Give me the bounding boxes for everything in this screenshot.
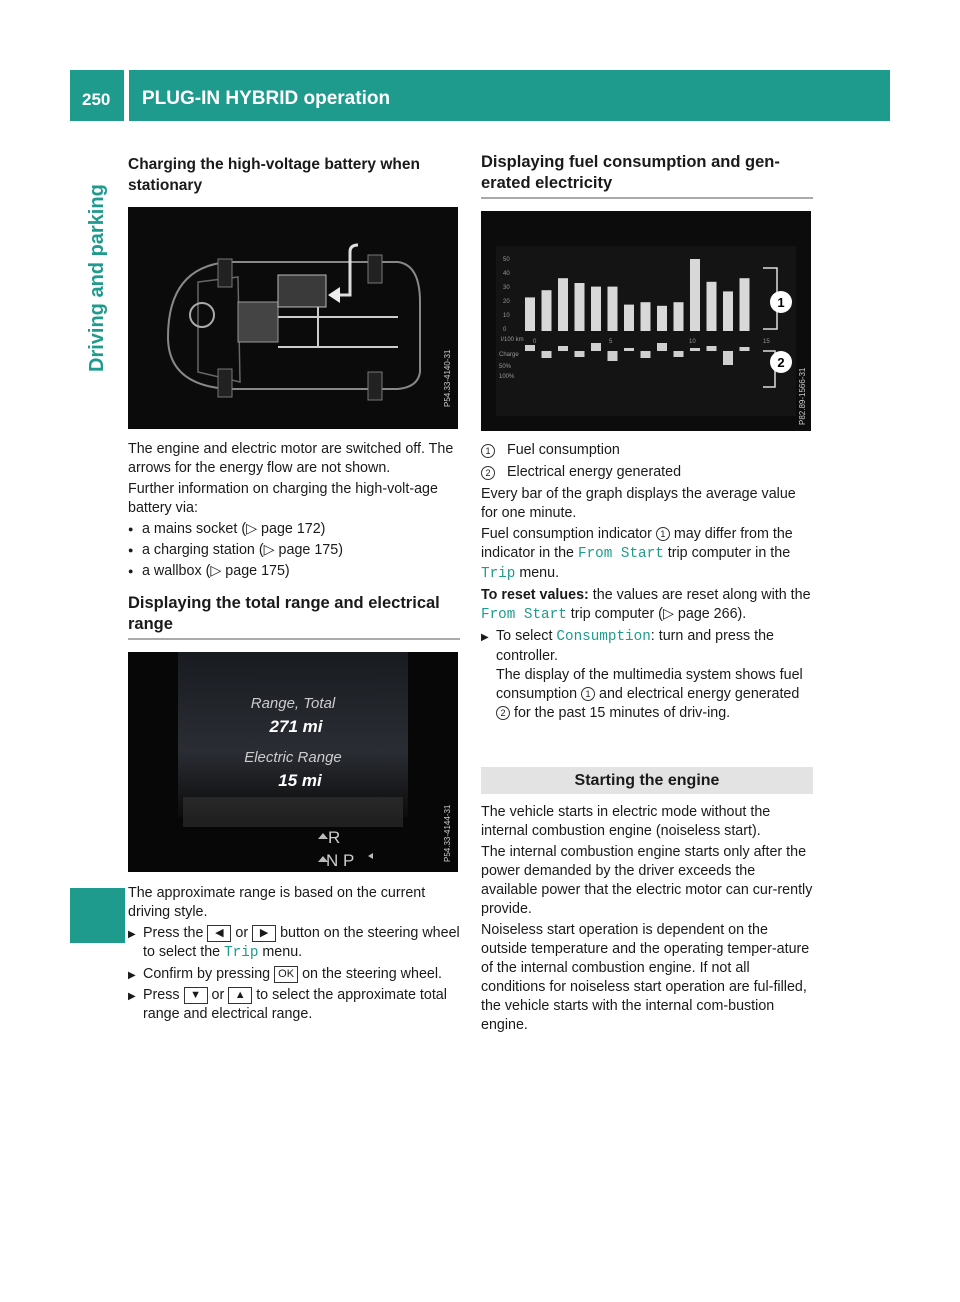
- legend-item: [481, 463, 813, 482]
- legend-text: Fuel consumption: [507, 442, 620, 458]
- instruction-step: [128, 924, 460, 963]
- paragraph: The vehicle starts in electric mode without the internal combustion engine (noiseless start).: [481, 804, 771, 839]
- paragraph: Every bar of the graph displays the average value for one minute.: [481, 486, 796, 521]
- y-tick: 40: [503, 271, 510, 277]
- decorative-bar: [657, 306, 667, 331]
- paragraph: [481, 525, 813, 584]
- x-mark: 0: [533, 339, 537, 345]
- list-item: ● a wallbox (▷ page 175): [128, 562, 460, 581]
- paragraph: Noiseless start operation is dependent on the outside temperature and the operating temper-ature of the internal combustion engine. If not all conditions for noiseless start operation are ful-filled, the vehicle starts with the internal com-bustion engine.: [481, 922, 810, 1033]
- instruction-step: [128, 965, 460, 984]
- section-heading-charging: Charging the high-voltage battery when stationary: [128, 156, 420, 194]
- text: to select the approximate total range and electrical range.: [143, 987, 447, 1022]
- decorative-bar: [624, 348, 634, 351]
- text: the values are reset along with the: [592, 587, 811, 603]
- decorative-bar: [575, 283, 585, 331]
- display-electric-range-value: 15 mi: [278, 771, 322, 790]
- text: The display of the multimedia system shows fuel consumption: [496, 667, 803, 702]
- consumption-graph-image: [481, 211, 811, 431]
- side-tab-label: Driving and parking: [86, 184, 108, 372]
- callout-number-icon: 1: [481, 444, 495, 458]
- image-code-label: P54.33-4144-31: [443, 804, 452, 862]
- y-tick: 50: [503, 257, 510, 263]
- page-title: PLUG-IN HYBRID operation: [142, 88, 391, 109]
- display-electric-range-label: Electric Range: [244, 749, 342, 766]
- left-column: [128, 154, 460, 1026]
- text: for the past 15 minutes of driv-ing.: [513, 705, 731, 721]
- decorative-bar: [707, 346, 717, 351]
- decorative-bar: [591, 287, 601, 331]
- image-code-label: P54.33-4140-31: [443, 349, 452, 407]
- menu-name-consumption: Consumption: [556, 629, 651, 645]
- y-tick: 20: [503, 299, 510, 305]
- paragraph: The internal combustion engine starts only after the power demanded by the driver exceeds the available power that the electric motor can cur-rently provide.: [481, 844, 813, 917]
- text: button on the steering wheel to select the: [143, 925, 460, 960]
- decorative-bar: [723, 291, 733, 331]
- decorative-bar: [641, 351, 651, 358]
- image-code-label: P82.89-1566-31: [798, 367, 807, 425]
- y-tick: 30: [503, 285, 510, 291]
- section-rule: [481, 197, 813, 199]
- text: : turn and press the controller.: [496, 628, 774, 664]
- charge-label: Charge: [499, 352, 519, 358]
- x-mark: 10: [689, 339, 696, 345]
- decorative-bar: [591, 343, 601, 351]
- menu-name-from-start: From Start: [577, 546, 664, 562]
- paragraph: The approximate range is based on the current driving style.: [128, 885, 426, 920]
- decorative-bar: [542, 351, 552, 358]
- callout-number-icon: 2: [496, 706, 510, 720]
- bold-label: To reset values:: [481, 587, 589, 603]
- section-heading-range: Displaying the total range and electrical range: [128, 594, 440, 633]
- ok-key-icon: OK: [274, 966, 298, 983]
- text: and electrical energy generated: [599, 686, 800, 702]
- callout-number-icon: 1: [656, 527, 670, 541]
- text: Press the: [143, 925, 204, 941]
- paragraph: The engine and electric motor are switched off. The arrows for the energy flow are not shown.: [128, 441, 454, 476]
- list-item: ● a mains socket (▷ page 172): [128, 520, 460, 539]
- range-display-image: [128, 652, 458, 872]
- display-range-total-value: 271 mi: [269, 717, 323, 736]
- text: menu.: [262, 944, 303, 960]
- decorative-bar: [723, 351, 733, 365]
- text: or: [211, 987, 225, 1003]
- instruction-step: [128, 986, 460, 1024]
- decorative-bar: [641, 302, 651, 331]
- down-arrow-key-icon: ▼: [184, 987, 208, 1004]
- decorative-bar: [542, 290, 552, 331]
- menu-name-trip: Trip: [481, 566, 516, 582]
- left-arrow-key-icon: ◀: [207, 925, 231, 942]
- header-divider: [124, 70, 129, 121]
- callout-1: 1: [777, 295, 785, 310]
- section-heading-consumption: Displaying fuel consumption and gen-erated electricity: [481, 153, 780, 192]
- decorative-bar: [690, 348, 700, 351]
- decorative-bar: [657, 343, 667, 351]
- text: trip computer in the: [667, 545, 791, 561]
- range-display-illustration: [128, 652, 458, 872]
- legend-text: Electrical energy generated: [507, 464, 682, 480]
- text: trip computer (▷ page 266).: [570, 606, 747, 622]
- decorative-bar: [608, 287, 618, 331]
- decorative-bar: [674, 302, 684, 331]
- section-heading-starting-engine: Starting the engine: [481, 767, 813, 794]
- legend-item: [481, 441, 813, 460]
- decorative-bar: [558, 346, 568, 351]
- text: menu.: [519, 565, 560, 581]
- x-mark: 15: [763, 339, 770, 345]
- section-rule: [128, 638, 460, 640]
- decorative-bar: [707, 282, 717, 331]
- text: Confirm by pressing: [143, 966, 271, 982]
- callout-number-icon: 1: [581, 687, 595, 701]
- y-tick: 0: [503, 327, 507, 333]
- decorative-bar: [608, 351, 618, 361]
- decorative-bar: [558, 278, 568, 331]
- pct-label: 50%: [499, 364, 512, 370]
- page-number: 250: [82, 90, 111, 109]
- paragraph: Further information on charging the high-volt-age battery via:: [128, 481, 438, 516]
- decorative-bar: [575, 351, 585, 357]
- unit-label: l/100 km: [501, 337, 524, 343]
- gear-np: N P: [326, 851, 355, 870]
- decorative-bar: [525, 345, 535, 351]
- up-arrow-key-icon: ▲: [228, 987, 252, 1004]
- car-charging-image: [128, 207, 458, 429]
- text: Fuel consumption indicator: [481, 526, 652, 542]
- text: on the steering wheel.: [302, 966, 442, 982]
- menu-name-trip: Trip: [224, 945, 259, 961]
- gear-r: R: [328, 828, 341, 847]
- callout-number-icon: 2: [481, 466, 495, 480]
- list-item: ● a charging station (▷ page 175): [128, 541, 460, 560]
- decorative-bar: [740, 278, 750, 331]
- display-range-total-label: Range, Total: [250, 695, 336, 712]
- pct-label: 100%: [499, 374, 515, 380]
- car-charging-illustration: [128, 207, 458, 429]
- menu-name-from-start: From Start: [481, 607, 567, 623]
- right-arrow-key-icon: ▶: [252, 925, 276, 942]
- decorative-bar: [740, 347, 750, 351]
- decorative-bar: [525, 297, 535, 331]
- decorative-bar: [690, 259, 700, 331]
- side-tab-marker: [70, 888, 125, 943]
- decorative-bar: [624, 305, 634, 331]
- instruction-step: [481, 627, 813, 723]
- decorative-bar: [674, 351, 684, 357]
- callout-2: 2: [777, 355, 785, 370]
- y-tick: 10: [503, 313, 510, 319]
- text: To select: [496, 628, 553, 644]
- text: Press: [143, 987, 180, 1003]
- text: may differ from the indicator in the: [481, 526, 793, 561]
- text: or: [235, 925, 249, 941]
- right-column: [481, 152, 813, 1037]
- x-mark: 5: [609, 339, 613, 345]
- paragraph: [481, 586, 813, 625]
- consumption-graph-illustration: [481, 211, 811, 431]
